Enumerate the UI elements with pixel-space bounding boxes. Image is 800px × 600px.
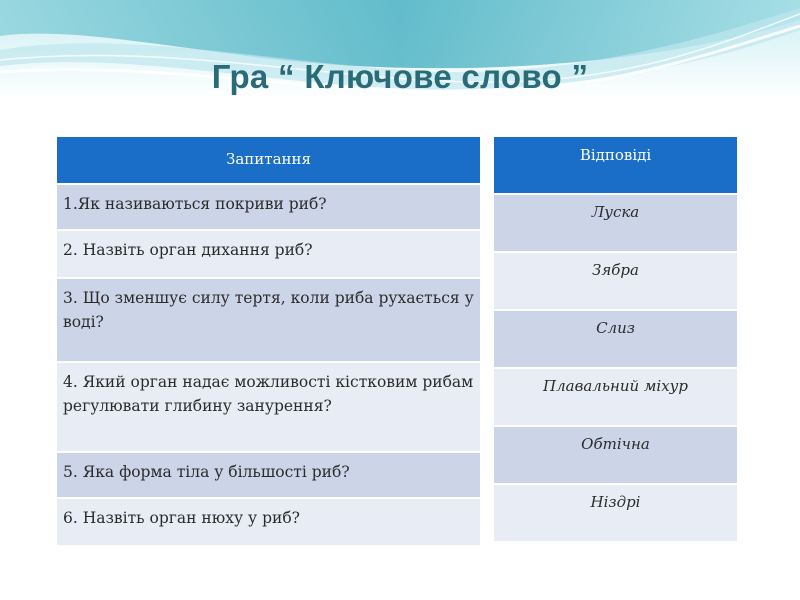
answer-row: Ніздрі [494, 485, 737, 543]
questions-header: Запитання [57, 137, 480, 185]
questions-table [57, 137, 480, 547]
question-row: 2. Назвіть орган дихання риб? [57, 231, 480, 279]
answers-header: Відповіді [494, 137, 737, 195]
answer-row: Луска [494, 195, 737, 253]
question-row: 3. Що зменшує силу тертя, коли риба рухається у воді? [57, 279, 480, 363]
question-row: 5. Яка форма тіла у більшості риб? [57, 453, 480, 499]
answer-row: Слиз [494, 311, 737, 369]
answers-table [494, 137, 737, 543]
answer-row: Зябра [494, 253, 737, 311]
answer-row: Плавальний міхур [494, 369, 737, 427]
slide-title: Гра “ Ключове слово ” [211, 58, 589, 95]
question-row: 1.Як називаються покриви риб? [57, 185, 480, 231]
answer-row: Обтічна [494, 427, 737, 485]
question-row: 4. Який орган надає можливості кістковим рибам регулювати глибину занурення? [57, 363, 480, 453]
question-row: 6. Назвіть орган нюху у риб? [57, 499, 480, 547]
